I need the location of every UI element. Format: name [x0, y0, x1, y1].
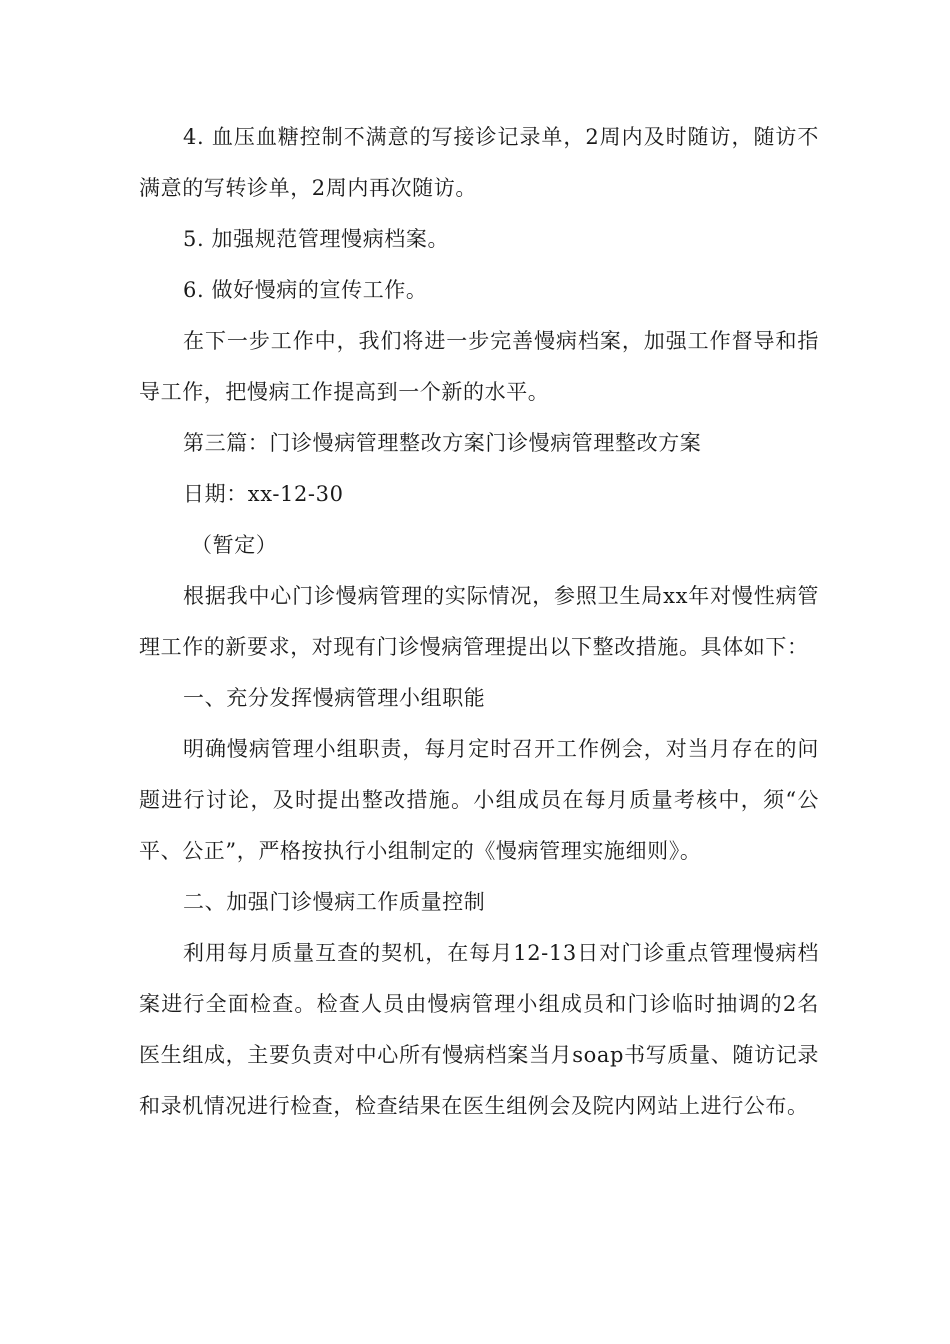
paragraph-item-6: 6. 做好慢病的宣传工作。	[183, 278, 428, 302]
tentative-note: （暂定）	[191, 533, 278, 557]
heading-two: 二、加强门诊慢病工作质量控制	[183, 890, 486, 914]
heading-one: 一、充分发挥慢病管理小组职能	[183, 686, 486, 710]
paragraph-item-4: 4. 血压血糖控制不满意的写接诊记录单，2周内及时随访，随访不满意的写转诊单，2周内再次随访。	[139, 125, 819, 200]
paragraph-intro: 根据我中心门诊慢病管理的实际情况，参照卫生局xx年对慢性病管理工作的新要求，对现有门诊慢病管理提出以下整改措施。具体如下：	[139, 584, 819, 659]
paragraph-quality-check: 利用每月质量互查的契机，在每月12-13日对门诊重点管理慢病档案进行全面检查。检查人员由慢病管理小组成员和门诊临时抽调的2名医生组成，主要负责对中心所有慢病档案当月soap书写质量、随访记录和录机情况进行检查，检查结果在医生组例会及院内网站上进行公布。	[139, 941, 819, 1118]
date-line: 日期：xx-12-30	[183, 482, 344, 506]
paragraph-group-duties: 明确慢病管理小组职责，每月定时召开工作例会，对当月存在的问题进行讨论，及时提出整改措施。小组成员在每月质量考核中，须“公平、公正”，严格按执行小组制定的《慢病管理实施细则》。	[139, 737, 819, 863]
section-title: 第三篇：门诊慢病管理整改方案门诊慢病管理整改方案	[183, 431, 702, 455]
paragraph-next-steps: 在下一步工作中，我们将进一步完善慢病档案，加强工作督导和指导工作，把慢病工作提高到一个新的水平。	[139, 329, 819, 404]
document-body	[139, 112, 819, 1132]
paragraph-item-5: 5. 加强规范管理慢病档案。	[183, 227, 450, 251]
